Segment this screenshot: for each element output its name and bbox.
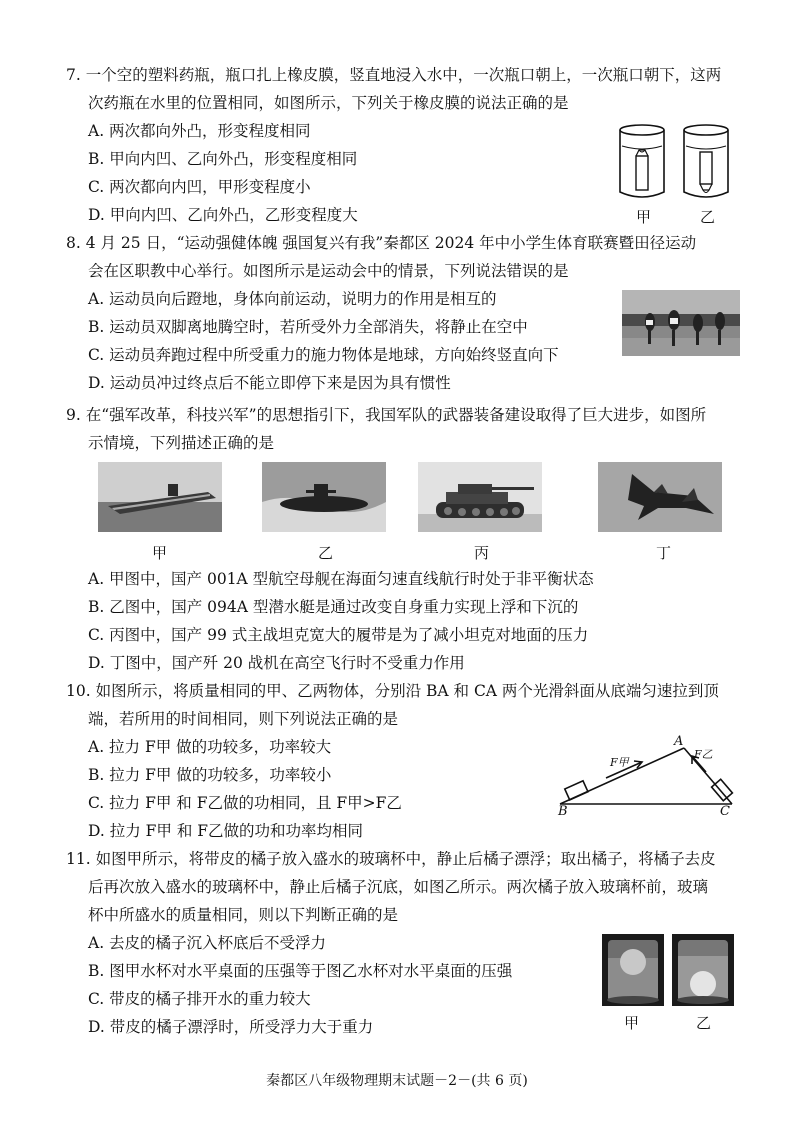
q11-cup-jia-photo xyxy=(602,934,664,1006)
q7-option-c[interactable]: C. 两次都向内凹，甲形变程度小 xyxy=(88,178,311,196)
q10-option-c[interactable]: C. 拉力 F甲 和 F乙做的功相同，且 F甲>F乙 xyxy=(88,794,402,812)
q9-tank-photo xyxy=(418,462,542,532)
q7-option-b[interactable]: B. 甲向内凹、乙向外凸，形变程度相同 xyxy=(88,150,358,168)
q10-stem-line1: 10. 如图所示，将质量相同的甲、乙两物体，分别沿 BA 和 CA 两个光滑斜面从底端匀速拉到顶 xyxy=(66,682,719,700)
q10-option-b[interactable]: B. 拉力 F甲 做的功较多，功率较小 xyxy=(88,766,332,784)
q8-option-b[interactable]: B. 运动员双脚离地腾空时，若所受外力全部消失，将静止在空中 xyxy=(88,318,528,336)
q7-option-d[interactable]: D. 甲向内凹、乙向外凸，乙形变程度大 xyxy=(88,206,358,224)
q11-stem-line1: 11. 如图甲所示，将带皮的橘子放入盛水的玻璃杯中，静止后橘子漂浮；取出橘子，将橘子去皮 xyxy=(66,850,716,868)
beaker-jia xyxy=(620,125,664,197)
q9-label-yi: 乙 xyxy=(318,544,334,562)
q9-carrier-photo xyxy=(98,462,222,532)
q8-stem-line2: 会在区职教中心举行。如图所示是运动会中的情景，下列说法错误的是 xyxy=(88,262,569,280)
q11-option-a[interactable]: A. 去皮的橘子沉入杯底后不受浮力 xyxy=(88,934,327,952)
q9-label-ding: 丁 xyxy=(656,544,672,562)
q10-force-jia-label: F甲 xyxy=(610,756,629,769)
q10-option-a[interactable]: A. 拉力 F甲 做的功较多，功率较大 xyxy=(88,738,332,756)
q7-label-jia: 甲 xyxy=(636,208,652,226)
q9-stem-line1: 9. 在“强军改革，科技兴军”的思想指引下，我国军队的武器装备建设取得了巨大进步，如图所 xyxy=(66,406,707,424)
q9-option-b[interactable]: B. 乙图中，国产 094A 型潜水艇是通过改变自身重力实现上浮和下沉的 xyxy=(88,598,579,616)
block-yi xyxy=(712,779,733,800)
q9-label-jia: 甲 xyxy=(152,544,168,562)
q7-option-a[interactable]: A. 两次都向外凸，形变程度相同 xyxy=(88,122,311,140)
q7-label-yi: 乙 xyxy=(700,208,716,226)
q11-label-yi: 乙 xyxy=(696,1014,712,1032)
q8-race-photo xyxy=(622,290,740,356)
q8-option-d[interactable]: D. 运动员冲过终点后不能立即停下来是因为具有惯性 xyxy=(88,374,451,392)
q9-option-d[interactable]: D. 丁图中，国产歼 20 战机在高空飞行时不受重力作用 xyxy=(88,654,465,672)
q7-stem-line1: 7. 一个空的塑料药瓶，瓶口扎上橡皮膜，竖直地浸入水中，一次瓶口朝上，一次瓶口朝下，这两 xyxy=(66,66,722,84)
block-jia xyxy=(565,781,588,800)
q10-stem-line2: 端，若所用的时间相同，则下列说法正确的是 xyxy=(88,710,399,728)
q10-point-c: C xyxy=(720,804,730,819)
q11-option-c[interactable]: C. 带皮的橘子排开水的重力较大 xyxy=(88,990,311,1008)
q11-option-b[interactable]: B. 图甲水杯对水平桌面的压强等于图乙水杯对水平桌面的压强 xyxy=(88,962,513,980)
q7-bottle-figure xyxy=(612,122,736,204)
page-footer: 秦都区八年级物理期末试题－2－(共 6 页) xyxy=(266,1073,528,1089)
q9-option-c[interactable]: C. 丙图中，国产 99 式主战坦克宽大的履带是为了减小坦克对地面的压力 xyxy=(88,626,589,644)
q10-option-d[interactable]: D. 拉力 F甲 和 F乙做的功和功率均相同 xyxy=(88,822,364,840)
q10-force-yi-label: F乙 xyxy=(694,748,713,761)
q11-label-jia: 甲 xyxy=(624,1014,640,1032)
q11-stem-line2: 后再次放入盛水的玻璃杯中，静止后橘子沉底，如图乙所示。两次橘子放入玻璃杯前，玻璃 xyxy=(88,878,709,896)
q10-point-a: A xyxy=(674,734,684,749)
q11-cup-yi-photo xyxy=(672,934,734,1006)
q9-label-bing: 丙 xyxy=(474,544,490,562)
beaker-yi xyxy=(684,125,728,197)
q11-option-d[interactable]: D. 带皮的橘子漂浮时，所受浮力大于重力 xyxy=(88,1018,374,1036)
q9-fighter-jet-photo xyxy=(598,462,722,532)
q10-incline-figure xyxy=(552,736,742,820)
q8-option-c[interactable]: C. 运动员奔跑过程中所受重力的施力物体是地球，方向始终竖直向下 xyxy=(88,346,559,364)
q9-submarine-photo xyxy=(262,462,386,532)
q8-stem-line1: 8. 4 月 25 日，“运动强健体魄 强国复兴有我”秦都区 2024 年中小学生体育联赛暨田径运动 xyxy=(66,234,697,252)
q10-point-b: B xyxy=(558,804,568,819)
q8-option-a[interactable]: A. 运动员向后蹬地，身体向前运动，说明力的作用是相互的 xyxy=(88,290,497,308)
q7-stem-line2: 次药瓶在水里的位置相同，如图所示，下列关于橡皮膜的说法正确的是 xyxy=(88,94,569,112)
q9-option-a[interactable]: A. 甲图中，国产 001A 型航空母舰在海面匀速直线航行时处于非平衡状态 xyxy=(88,570,594,588)
q9-stem-line2: 示情境，下列描述正确的是 xyxy=(88,434,275,452)
q11-stem-line3: 杯中所盛水的质量相同，则以下判断正确的是 xyxy=(88,906,399,924)
